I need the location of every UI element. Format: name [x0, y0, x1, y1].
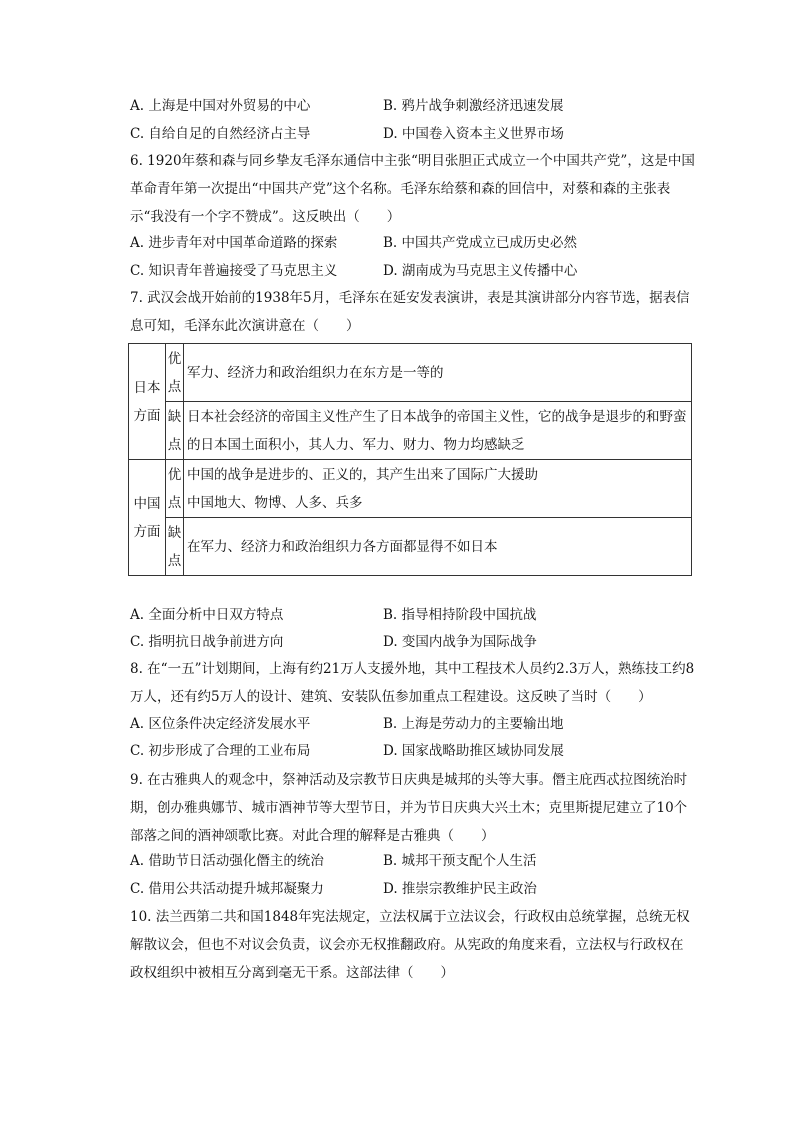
q7-option-a: A. 全面分析中日双方特点 — [130, 607, 284, 623]
japan-adv-content: 军力、经济力和政治组织力在东方是一等的 — [184, 344, 692, 402]
china-disadv-label: 缺点 — [166, 518, 184, 576]
q7-option-b: B. 指导相持阶段中国抗战 — [383, 607, 537, 623]
china-adv-line-2: 中国地大、物博、人多、兵多 — [187, 494, 363, 511]
q5-option-b: B. 鸦片战争刺激经济迅速发展 — [383, 98, 564, 114]
q9-stem: 9. 在古雅典人的观念中，祭神活动及宗教节日庆典是城邦的头等大事。僭主庇西忒拉图统治时期，创办雅典娜节、城市酒神节等大型节日，并为节日庆典大兴土木；克里斯提尼建立了10个部落之间的酒神颂歌比赛。对此合理的解释是古雅典（ ） — [130, 772, 688, 844]
q8-option-d: D. 国家战略助推区域协同发展 — [383, 743, 564, 759]
china-disadv-content: 在军力、经济力和政治组织力各方面都显得不如日本 — [184, 518, 692, 576]
q6-option-a: A. 进步青年对中国革命道路的探索 — [130, 235, 338, 251]
japan-disadv-content: 日本社会经济的帝国主义性产生了日本战争的帝国主义性，它的战争是退步的和野蛮的日本国土面积小，其人力、军力、财力、物力均感缺乏 — [184, 402, 692, 460]
japan-side-label: 日本方面 — [129, 344, 166, 460]
q10-stem: 10. 法兰西第二共和国1848年宪法规定，立法权属于立法议会，行政权由总统掌握，总统无权解散议会，但也不对议会负责，议会亦无权推翻政府。从宪政的角度来看，立法权与行政权在政权组织中被相互分离到毫无干系。这部法律（ ） — [130, 909, 690, 981]
china-adv-label: 优点 — [166, 460, 184, 518]
q5-option-d: D. 中国卷入资本主义世界市场 — [383, 126, 564, 142]
q6-option-d: D. 湖南成为马克思主义传播中心 — [383, 263, 578, 279]
q7-option-d: D. 变国内战争为国际战争 — [383, 634, 537, 650]
q8-option-c: C. 初步形成了合理的工业布局 — [130, 743, 311, 759]
japan-disadv-label: 缺点 — [166, 402, 184, 460]
q9-option-b: B. 城邦干预支配个人生活 — [383, 853, 537, 869]
q9-option-c: C. 借用公共活动提升城邦凝聚力 — [130, 881, 324, 897]
q5-option-c: C. 自给自足的自然经济占主导 — [130, 126, 311, 142]
japan-adv-label: 优点 — [166, 344, 184, 402]
china-side-label: 中国方面 — [129, 460, 166, 576]
q6-stem: 6. 1920年蔡和森与同乡挚友毛泽东通信中主张“明目张胆正式成立一个中国共产党”，这是中国革命青年第一次提出“中国共产党”这个名称。毛泽东给蔡和森的回信中，对蔡和森的主张表示“我没有一个字不赞成”。这反映出（ ） — [130, 153, 695, 225]
q9-option-d: D. 推崇宗教维护民主政治 — [383, 881, 537, 897]
q8-option-a: A. 区位条件决定经济发展水平 — [130, 716, 311, 732]
q7-stem: 7. 武汉会战开始前的1938年5月，毛泽东在延安发表演讲，表是其演讲部分内容节选，据表信息可知，毛泽东此次演讲意在（ ） — [130, 290, 690, 334]
q6-option-b: B. 中国共产党成立已成历史必然 — [383, 235, 578, 251]
q5-option-a: A. 上海是中国对外贸易的中心 — [130, 98, 311, 114]
q9-option-a: A. 借助节日活动强化僭主的统治 — [130, 853, 324, 869]
china-adv-content — [184, 460, 692, 518]
q8-option-b: B. 上海是劳动力的主要输出地 — [383, 716, 564, 732]
china-adv-line-1: 中国的战争是进步的、正义的，其产生出来了国际广大援助 — [187, 466, 538, 483]
q7-option-c: C. 指明抗日战争前进方向 — [130, 634, 284, 650]
q6-option-c: C. 知识青年普遍接受了马克思主义 — [130, 263, 338, 279]
q8-stem: 8. 在“一五”计划期间，上海有约21万人支援外地，其中工程技术人员约2.3万人，熟练技工约8万人，还有约5万人的设计、建筑、安装队伍参加重点工程建设。这反映了当时（ ） — [130, 661, 695, 705]
q7-table — [128, 343, 692, 576]
